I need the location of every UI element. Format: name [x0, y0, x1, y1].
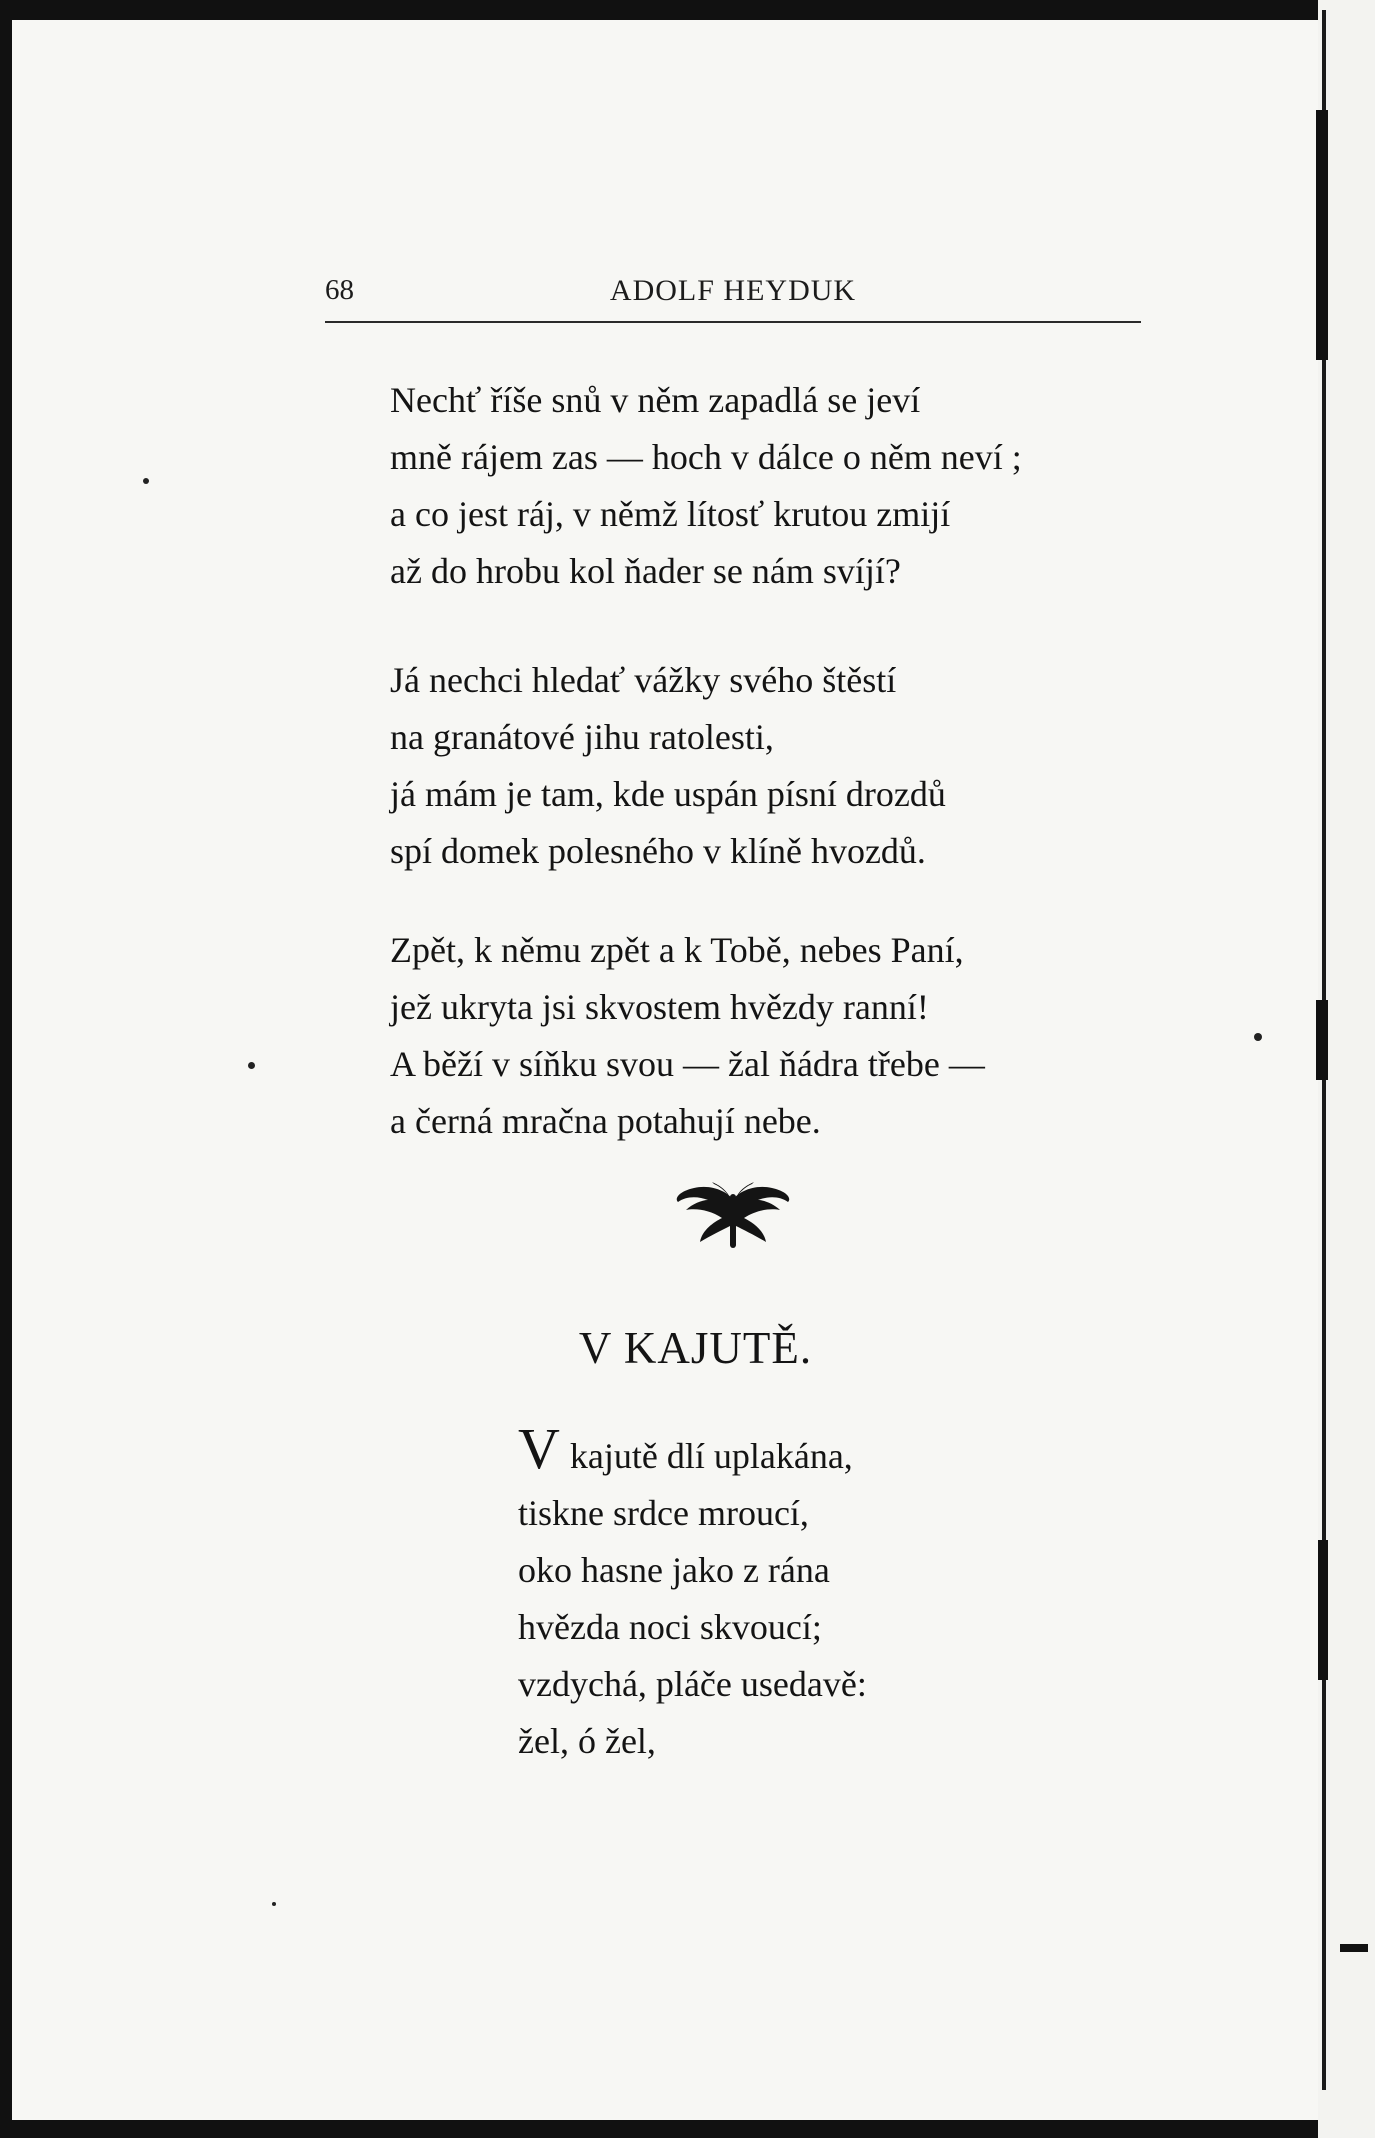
- paper-speck: [143, 478, 149, 484]
- binding-mark: [1340, 1944, 1368, 1952]
- page-header: [325, 270, 1141, 322]
- verse-line: Nechť říše snů v něm zapadlá se jeví: [390, 380, 921, 420]
- running-head: ADOLF HEYDUK: [609, 274, 857, 307]
- verse-line: [518, 1416, 867, 1485]
- verse-line: A běží v síňku svou — žal ňádra třebe —: [390, 1044, 985, 1084]
- verse-line: hvězda noci skvoucí;: [518, 1607, 822, 1647]
- poem-body: [518, 1416, 867, 1770]
- drop-cap: V: [518, 1416, 560, 1481]
- verse-line: Já nechci hledať vážky svého štěstí: [390, 660, 897, 700]
- butterfly-ornament-icon: [672, 1182, 794, 1256]
- stanza: [390, 652, 946, 880]
- header-rule: [325, 321, 1141, 323]
- verse-line: a černá mračna potahují nebe.: [390, 1101, 821, 1141]
- binding-mark: [1318, 1540, 1328, 1680]
- paper-speck: [248, 1062, 255, 1069]
- verse-line: žel, ó žel,: [518, 1721, 656, 1761]
- stanza: [390, 372, 1022, 600]
- binding-mark: [1316, 1000, 1328, 1080]
- page-number: 68: [325, 274, 354, 306]
- verse-line: spí domek polesného v klíně hvozdů.: [390, 831, 926, 871]
- verse-line: vzdychá, pláče usedavě:: [518, 1664, 867, 1704]
- stanza: [390, 922, 985, 1150]
- paper-speck: [272, 1902, 276, 1906]
- verse-line-text: kajutě dlí uplakána,: [569, 1436, 853, 1476]
- verse-line: Zpět, k němu zpět a k Tobě, nebes Paní,: [390, 930, 964, 970]
- poem-title: V KAJUTĚ.: [578, 1323, 813, 1373]
- verse-line: na granátové jihu ratolesti,: [390, 717, 774, 757]
- verse-line: mně rájem zas — hoch v dálce o něm neví ;: [390, 437, 1022, 477]
- verse-line: já mám je tam, kde uspán písní drozdů: [390, 774, 946, 814]
- verse-line: tiskne srdce mroucí,: [518, 1493, 809, 1533]
- verse-line: jež ukryta jsi skvostem hvězdy ranní!: [390, 987, 929, 1027]
- verse-line: oko hasne jako z rána: [518, 1550, 830, 1590]
- paper-speck: [1254, 1033, 1262, 1041]
- verse-line: až do hrobu kol ňader se nám svíjí?: [390, 551, 901, 591]
- verse-line: a co jest ráj, v němž lítosť krutou zmijí: [390, 494, 951, 534]
- binding-mark: [1316, 110, 1328, 360]
